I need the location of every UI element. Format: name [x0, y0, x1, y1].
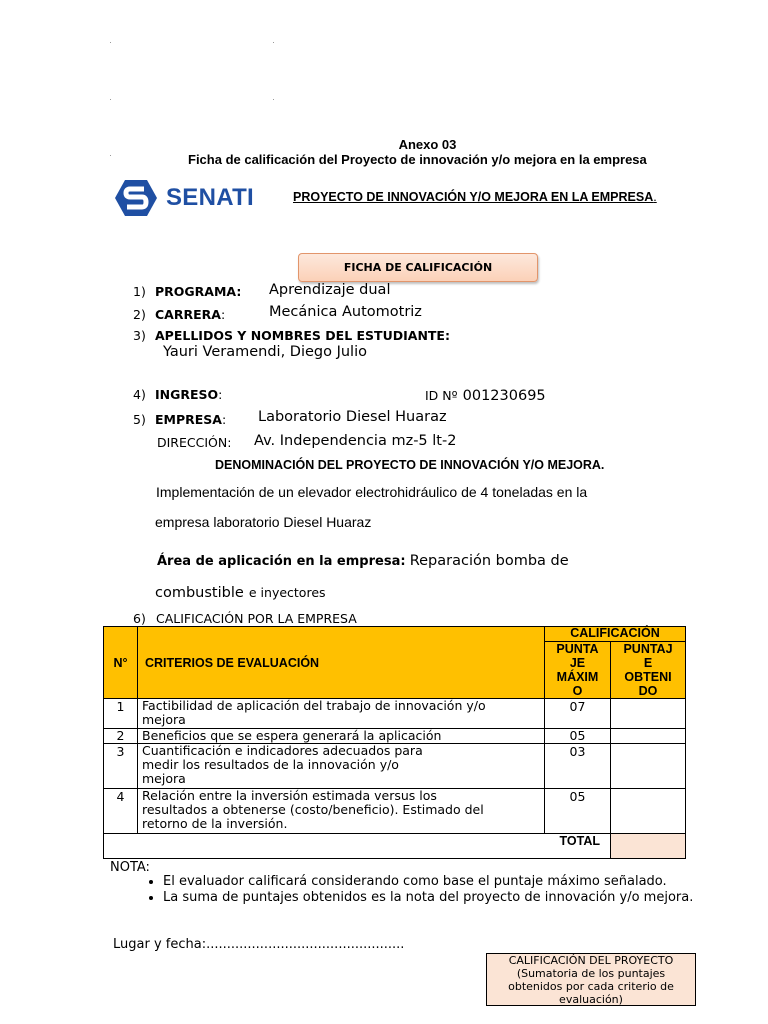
marker-dot — [273, 42, 274, 43]
ingreso-label-text: INGRESO — [155, 387, 219, 402]
carrera-label-text: CARRERA — [155, 307, 221, 322]
area-aplicacion — [157, 553, 569, 569]
calificacion-heading: CALIFICACIÓN POR LA EMPRESA — [156, 611, 357, 626]
criterio-line: retorno de la inversión. — [142, 816, 288, 831]
empresa-label — [155, 412, 226, 427]
estudiante-label: APELLIDOS Y NOMBRES DEL ESTUDIANTE: — [155, 328, 450, 343]
puntaje-obtenido-input[interactable] — [611, 699, 686, 729]
carrera-value: Mecánica Automotriz — [269, 304, 422, 320]
denominacion-line-1: Implementación de un elevador electrohidráulico de 4 toneladas en la — [156, 484, 588, 500]
id-number — [425, 385, 546, 404]
puntaje-maximo: 05 — [545, 789, 611, 834]
project-title — [293, 190, 657, 204]
evaluation-table — [103, 626, 686, 859]
row-number: 3 — [104, 744, 138, 789]
puntaje-maximo: 05 — [545, 729, 611, 744]
project-title-suffix: . — [653, 190, 657, 204]
header-puntaje-obtenido — [611, 642, 686, 699]
header-calificacion: CALIFICACIÓN — [545, 627, 686, 642]
header-line: MÁXIM — [556, 670, 599, 684]
marker-dot — [273, 99, 274, 100]
project-title-text: PROYECTO DE INNOVACIÓN Y/O MEJORA EN LA EMPRESA — [293, 190, 654, 204]
area-value-3: e inyectores — [248, 585, 326, 600]
ficha-badge: FICHA DE CALIFICACIÓN — [298, 253, 538, 282]
header-number: N° — [104, 627, 138, 699]
empresa-colon: : — [221, 412, 227, 427]
total-label: TOTAL — [104, 834, 611, 859]
carrera-colon: : — [220, 307, 226, 322]
box-line: (Sumatoria de los puntajes — [516, 967, 666, 980]
notes-list — [123, 874, 763, 906]
header-line: DO — [638, 684, 658, 698]
note-item: • El evaluador calificará considerando como base el puntaje máximo señalado. — [163, 874, 763, 890]
puntaje-obtenido-input[interactable] — [611, 744, 686, 789]
table-row — [104, 729, 686, 744]
criterio-cell — [138, 699, 545, 729]
area-label: Área de aplicación en la empresa: — [157, 554, 406, 569]
criterio-line: mejora — [142, 712, 186, 727]
programa-value: Aprendizaje dual — [269, 282, 391, 298]
criterio-line: Beneficios que se espera generará la aplicación — [142, 728, 442, 743]
ingreso-colon: : — [218, 387, 223, 402]
header-line: E — [643, 656, 653, 670]
programa-label: PROGRAMA: — [155, 284, 242, 299]
area-value-2: combustible — [155, 585, 244, 601]
direccion-value: Av. Independencia mz-5 lt-2 — [254, 433, 457, 449]
logo-text: SENATI — [166, 184, 255, 211]
field-number: 1) — [133, 284, 146, 299]
header-line: PUNTA — [556, 642, 599, 656]
senati-logo — [114, 178, 259, 218]
header-line: OBTENI — [624, 670, 672, 684]
row-number: 4 — [104, 789, 138, 834]
document-subtitle: Ficha de calificación del Proyecto de innovación y/o mejora en la empresa — [188, 152, 647, 167]
criterio-line: Relación entre la inversión estimada versus los — [142, 788, 437, 803]
criterio-line: resultados a obtenerse (costo/beneficio). Estimado del — [142, 802, 484, 817]
senati-s-icon — [114, 179, 158, 217]
puntaje-maximo: 03 — [545, 744, 611, 789]
header-line: O — [572, 684, 583, 698]
criterio-cell — [138, 789, 545, 834]
header-criterios: CRITERIOS DE EVALUACIÓN — [138, 627, 545, 699]
header-puntaje-maximo — [545, 642, 611, 699]
annex-title: Anexo 03 — [398, 137, 457, 152]
id-value: 001230695 — [462, 388, 546, 404]
criterio-line: Factibilidad de aplicación del trabajo de innovación y/o — [142, 698, 486, 713]
puntaje-maximo: 07 — [545, 699, 611, 729]
calificacion-proyecto-box — [486, 953, 696, 1006]
table-row — [104, 699, 686, 729]
row-number: 2 — [104, 729, 138, 744]
denominacion-heading: DENOMINACIÓN DEL PROYECTO DE INNOVACIÓN Y/O MEJORA. — [215, 458, 605, 472]
table-row — [104, 789, 686, 834]
criterio-line: medir los resultados de la innovación y/o — [142, 757, 399, 772]
field-number: 5) — [133, 412, 146, 427]
marker-dot — [110, 42, 111, 43]
ingreso-label — [155, 387, 222, 402]
marker-dot — [110, 99, 111, 100]
table-row — [104, 744, 686, 789]
note-item: • La suma de puntajes obtenidos es la nota del proyecto de innovación y/o mejora. — [163, 890, 763, 906]
box-line: CALIFICACIÓN DEL PROYECTO — [508, 954, 674, 967]
criterio-cell — [138, 729, 545, 744]
id-label: ID Nº — [425, 388, 458, 403]
area-value-1: Reparación bomba de — [409, 553, 569, 569]
row-number: 1 — [104, 699, 138, 729]
criterio-cell — [138, 744, 545, 789]
field-number: 2) — [133, 307, 146, 322]
area-aplicacion-line-2 — [155, 582, 326, 601]
estudiante-value: Yauri Veramendi, Diego Julio — [163, 344, 367, 360]
field-number: 6) — [133, 611, 146, 626]
carrera-label — [155, 307, 225, 322]
total-value-input[interactable] — [611, 834, 686, 859]
total-row — [104, 834, 686, 859]
box-line: obtenidos por cada criterio de — [508, 980, 674, 993]
puntaje-obtenido-input[interactable] — [611, 789, 686, 834]
criterio-line: mejora — [142, 771, 186, 786]
field-number: 4) — [133, 387, 146, 402]
lugar-fecha: Lugar y fecha:................................................ — [113, 937, 405, 952]
field-number: 3) — [133, 328, 146, 343]
criterio-line: Cuantificación e indicadores adecuados para — [142, 743, 423, 758]
header-line: PUNTAJ — [623, 642, 673, 656]
nota-title: NOTA: — [110, 860, 150, 875]
empresa-value: Laboratorio Diesel Huaraz — [258, 409, 447, 425]
direccion-label: DIRECCIÓN: — [157, 435, 232, 450]
denominacion-line-2: empresa laboratorio Diesel Huaraz — [155, 514, 372, 530]
empresa-label-text: EMPRESA — [155, 412, 222, 427]
header-line: JE — [569, 656, 586, 670]
marker-dot — [110, 155, 111, 156]
puntaje-obtenido-input[interactable] — [611, 729, 686, 744]
box-line: evaluación) — [559, 993, 623, 1006]
